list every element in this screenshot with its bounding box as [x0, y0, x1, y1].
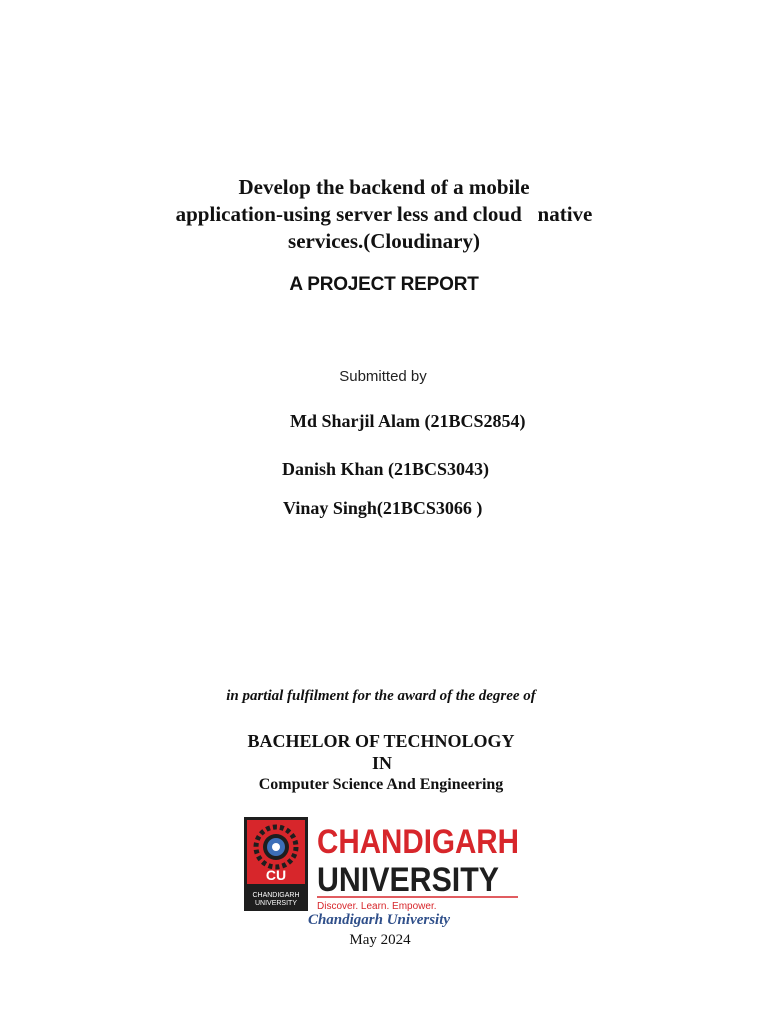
logo-badge-text: CU [265, 867, 287, 883]
logo-name-line2: UNIVERSITY [317, 861, 500, 899]
title-line-3: services.(Cloudinary) [288, 229, 480, 253]
university-caption: Chandigarh University [307, 912, 451, 928]
logo-badge-sub1: CHANDIGARH [252, 892, 300, 899]
logo-badge-sub2: UNIVERSITY [254, 900, 298, 907]
author-2: Danish Khan (21BCS3043) [282, 459, 490, 479]
report-label: A PROJECT REPORT [289, 274, 479, 295]
author-1: Md Sharjil Alam (21BCS2854) [290, 411, 526, 431]
logo-name-line1: CHANDIGARH [317, 823, 519, 861]
university-logo [244, 817, 522, 913]
title-line-2: application-using server less and cloud native [175, 202, 593, 226]
degree-branch: Computer Science And Engineering [258, 776, 504, 793]
degree-in: IN [371, 753, 392, 773]
logo-tagline: Discover. Learn. Empower. [317, 901, 437, 912]
submitted-by-label: Submitted by [339, 368, 427, 385]
degree-name: BACHELOR OF TECHNOLOGY [247, 731, 515, 751]
author-3: Vinay Singh(21BCS3066 ) [283, 498, 483, 518]
fulfilment-text: in partial fulfilment for the award of the degree of [226, 688, 536, 704]
title-line-1: Develop the backend of a mobile [238, 175, 530, 199]
report-date: May 2024 [349, 932, 411, 948]
